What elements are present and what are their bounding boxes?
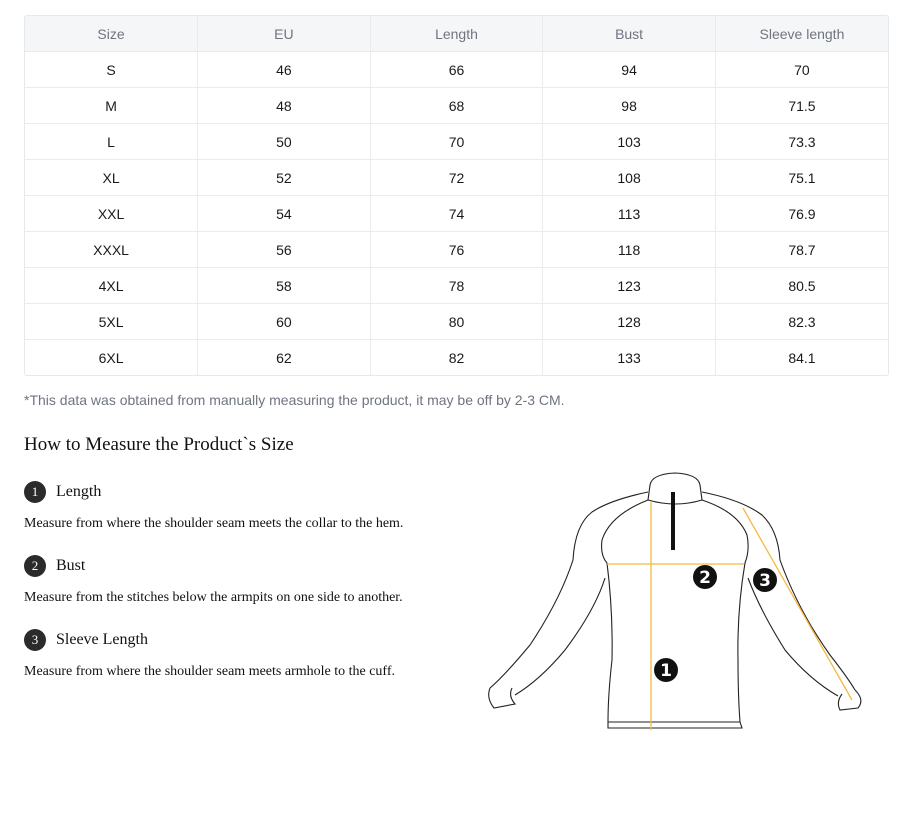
table-cell: 73.3 (715, 124, 888, 160)
header-length: Length (370, 16, 543, 52)
table-cell: XL (25, 160, 198, 196)
table-row (25, 160, 888, 196)
table-cell: 70 (370, 124, 543, 160)
measurement-note: *This data was obtained from manually measuring the product, it may be off by 2-3 CM. (24, 392, 565, 408)
table-cell: 82 (370, 340, 543, 376)
table-row (25, 340, 888, 376)
table-cell: 103 (543, 124, 716, 160)
table-row (25, 88, 888, 124)
table-cell: 78 (370, 268, 543, 304)
table-cell: 98 (543, 88, 716, 124)
table-cell: 78.7 (715, 232, 888, 268)
shirt-measure-diagram (480, 460, 880, 740)
table-cell: 118 (543, 232, 716, 268)
table-cell: 133 (543, 340, 716, 376)
step-label: Bust (56, 557, 86, 574)
header-bust: Bust (543, 16, 716, 52)
table-cell: 58 (198, 268, 371, 304)
step-number-badge: 3 (24, 629, 46, 651)
step-label: Sleeve Length (56, 631, 148, 648)
table-cell: 113 (543, 196, 716, 232)
step-number-badge: 2 (24, 555, 46, 577)
table-cell: 75.1 (715, 160, 888, 196)
table-cell: S (25, 52, 198, 88)
table-cell: 76 (370, 232, 543, 268)
table-row (25, 304, 888, 340)
table-cell: 50 (198, 124, 371, 160)
table-cell: 4XL (25, 268, 198, 304)
step-bust (24, 555, 85, 577)
table-cell: 66 (370, 52, 543, 88)
table-cell: 46 (198, 52, 371, 88)
size-table (24, 15, 889, 376)
svg-text:2: 2 (699, 568, 711, 588)
header-eu: EU (198, 16, 371, 52)
table-cell: 6XL (25, 340, 198, 376)
table-cell: XXL (25, 196, 198, 232)
table-cell: 80.5 (715, 268, 888, 304)
table-cell: 123 (543, 268, 716, 304)
table-cell: 128 (543, 304, 716, 340)
step-description: Measure from where the shoulder seam meets the collar to the hem. (24, 516, 404, 531)
table-cell: 82.3 (715, 304, 888, 340)
header-size: Size (25, 16, 198, 52)
table-cell: 52 (198, 160, 371, 196)
step-description: Measure from where the shoulder seam meets armhole to the cuff. (24, 664, 395, 679)
marker-2 (693, 565, 717, 589)
table-cell: 68 (370, 88, 543, 124)
table-header-row (25, 16, 888, 52)
svg-text:3: 3 (759, 571, 771, 591)
table-cell: 108 (543, 160, 716, 196)
svg-text:1: 1 (660, 661, 672, 681)
step-length (24, 481, 101, 503)
step-label: Length (56, 483, 102, 500)
marker-3 (753, 568, 777, 592)
table-cell: 72 (370, 160, 543, 196)
table-row (25, 52, 888, 88)
table-cell: 71.5 (715, 88, 888, 124)
table-cell: 56 (198, 232, 371, 268)
table-cell: 84.1 (788, 349, 816, 366)
table-cell: 60 (198, 304, 371, 340)
table-cell: 54 (198, 196, 371, 232)
step-description: Measure from the stitches below the armpits on one side to another. (24, 590, 403, 605)
table-cell: M (25, 88, 198, 124)
step-sleeve-length (24, 629, 148, 651)
table-cell: 76.9 (715, 196, 888, 232)
table-row (25, 196, 888, 232)
table-cell: 62 (198, 340, 371, 376)
header-sleeve-length: Sleeve length (715, 16, 888, 52)
table-row (25, 124, 888, 160)
table-cell: 94 (543, 52, 716, 88)
table-cell: 48 (198, 88, 371, 124)
table-row (25, 232, 888, 268)
table-row (25, 268, 888, 304)
measure-lines (607, 502, 852, 730)
table-cell: 74 (370, 196, 543, 232)
guide-title: How to Measure the Product`s Size (24, 434, 294, 455)
table-cell: XXXL (25, 232, 198, 268)
marker-1 (654, 658, 678, 682)
table-cell: 70 (715, 52, 888, 88)
step-number-badge: 1 (24, 481, 46, 503)
table-cell: 5XL (25, 304, 198, 340)
table-cell: L (25, 124, 198, 160)
table-cell: 80 (370, 304, 543, 340)
